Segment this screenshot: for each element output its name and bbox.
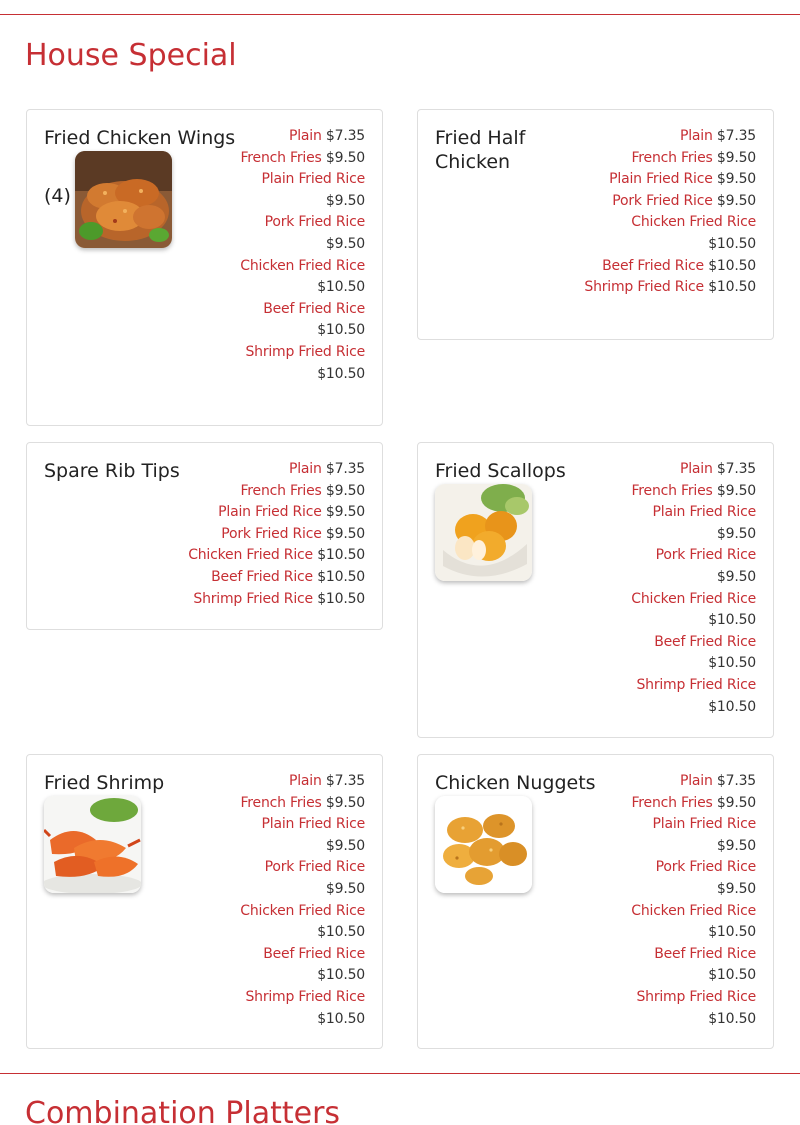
price-option[interactable]: French Fries $9.50 <box>631 149 756 166</box>
price-list <box>240 771 365 1030</box>
price-option[interactable]: Chicken Fried Rice $10.50 <box>188 547 365 564</box>
chicken-nuggets-photo <box>435 796 532 893</box>
price-option[interactable]: French Fries $9.50 <box>631 482 756 499</box>
price-option[interactable]: Plain Fried Rice $9.50 <box>652 504 756 542</box>
price-option[interactable]: Beef Fried Rice $10.50 <box>602 257 756 274</box>
price-option[interactable]: Beef Fried Rice $10.50 <box>211 568 365 585</box>
price-option[interactable]: Pork Fried Rice $9.50 <box>264 859 365 897</box>
price-option[interactable]: Plain Fried Rice $9.50 <box>261 171 365 209</box>
price-option[interactable]: French Fries $9.50 <box>631 794 756 811</box>
price-list <box>180 459 365 610</box>
menu-item-fried-half-chicken[interactable] <box>417 109 774 340</box>
section-title-house-special: House Special <box>25 38 237 73</box>
price-option[interactable]: Chicken Fried Rice $10.50 <box>631 902 756 941</box>
price-option[interactable]: Beef Fried Rice $10.50 <box>263 945 365 984</box>
price-option[interactable]: Plain $7.35 <box>679 773 756 789</box>
item-name: Chicken Nuggets <box>435 772 596 794</box>
fried-scallops-photo <box>435 484 532 581</box>
price-option[interactable]: Plain Fried Rice $9.50 <box>218 504 365 521</box>
price-option[interactable]: Pork Fried Rice $9.50 <box>264 214 365 252</box>
price-option[interactable]: Plain Fried Rice $9.50 <box>609 171 756 188</box>
price-option[interactable]: Plain $7.35 <box>288 773 365 789</box>
price-option[interactable]: Plain $7.35 <box>288 128 365 144</box>
price-option[interactable]: Shrimp Fried Rice $10.50 <box>584 279 756 296</box>
item-name: Fried Half Chicken <box>435 127 526 173</box>
price-option[interactable]: Plain Fried Rice $9.50 <box>652 816 756 854</box>
price-option[interactable]: Chicken Fried Rice $10.50 <box>631 590 756 629</box>
price-option[interactable]: French Fries $9.50 <box>240 794 365 811</box>
price-option[interactable]: Plain $7.35 <box>679 461 756 477</box>
section-title-combination-platters: Combination Platters <box>25 1096 341 1125</box>
price-option[interactable]: Plain Fried Rice $9.50 <box>261 816 365 854</box>
price-option[interactable]: Chicken Fried Rice $10.50 <box>631 214 756 252</box>
price-option[interactable]: Shrimp Fried Rice $10.50 <box>636 676 756 715</box>
fried-chicken-wings-photo <box>75 151 172 248</box>
price-option[interactable]: French Fries $9.50 <box>240 482 365 499</box>
price-list <box>240 126 365 385</box>
price-option[interactable]: Beef Fried Rice $10.50 <box>654 945 756 984</box>
item-name: Spare Rib Tips <box>44 460 180 482</box>
item-quantity: (4) <box>44 185 71 207</box>
price-option[interactable]: Pork Fried Rice $9.50 <box>221 525 365 542</box>
item-name: Fried Scallops <box>435 460 566 482</box>
price-option[interactable]: Chicken Fried Rice $10.50 <box>240 902 365 941</box>
item-name: Fried Chicken Wings <box>44 127 236 149</box>
menu-item-fried-shrimp[interactable] <box>26 754 383 1049</box>
menu-item-chicken-nuggets[interactable] <box>417 754 774 1049</box>
price-option[interactable]: Beef Fried Rice $10.50 <box>654 633 756 672</box>
price-option[interactable]: Shrimp Fried Rice $10.50 <box>636 988 756 1027</box>
price-list <box>581 126 756 299</box>
price-option[interactable]: Plain $7.35 <box>288 461 365 477</box>
fried-shrimp-photo <box>44 796 141 893</box>
price-option[interactable]: Pork Fried Rice $9.50 <box>655 547 756 585</box>
price-option[interactable]: Shrimp Fried Rice $10.50 <box>245 343 365 382</box>
price-option[interactable]: Beef Fried Rice $10.50 <box>263 300 365 339</box>
menu-item-fried-scallops[interactable] <box>417 442 774 738</box>
menu-item-fried-chicken-wings[interactable] <box>26 109 383 426</box>
item-name: Fried Shrimp <box>44 772 165 794</box>
price-list <box>631 771 756 1030</box>
price-option[interactable]: Pork Fried Rice $9.50 <box>612 192 756 209</box>
menu-item-spare-rib-tips[interactable] <box>26 442 383 630</box>
price-option[interactable]: Pork Fried Rice $9.50 <box>655 859 756 897</box>
top-divider <box>0 14 800 15</box>
price-option[interactable]: Plain $7.35 <box>679 128 756 144</box>
price-option[interactable]: French Fries $9.50 <box>240 149 365 166</box>
section-divider <box>0 1073 800 1074</box>
price-option[interactable]: Chicken Fried Rice $10.50 <box>240 257 365 296</box>
price-option[interactable]: Shrimp Fried Rice $10.50 <box>245 988 365 1027</box>
price-list <box>631 459 756 718</box>
price-option[interactable]: Shrimp Fried Rice $10.50 <box>193 590 365 607</box>
